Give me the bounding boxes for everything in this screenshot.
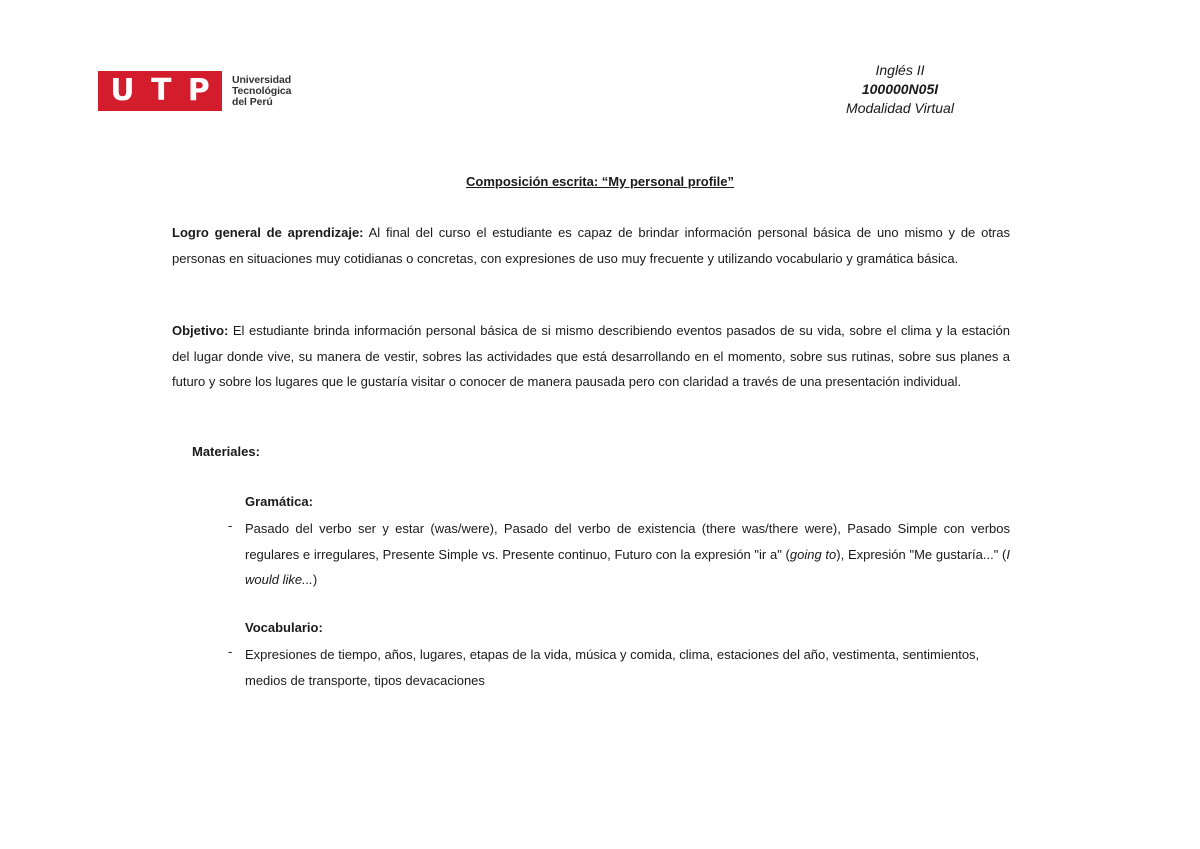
bullet-dash: - (228, 518, 233, 533)
objetivo-text: El estudiante brinda información personal básica de si mismo describiendo eventos pasados de su vida, sobre el clima y la estación del lugar donde vive, su manera de vestir, sobres las actividades que está desarrollando en el momento, sobre sus rutinas, sobre sus planes a futuro y sobre los lugares que le gustaría visitar o conocer de manera pausada pero con claridad a través de una presentación individual. (172, 323, 1010, 389)
logo-wordmark (232, 75, 291, 108)
course-code: 100000N05I (861, 81, 939, 97)
bullet-dash: - (228, 644, 233, 659)
course-header (800, 61, 1000, 118)
course-mode: Modalidad Virtual (846, 100, 954, 116)
gramatica-text-b: ), Expresión "Me gustaría..." ( (836, 546, 1007, 562)
logro-text: Al final del curso el estudiante es capaz de brindar información personal básica de uno mismo y de otras personas en situaciones muy cotidianas o concretas, con expresiones de uso muy frecuente y utilizando vocabulario y gramática básica. (172, 225, 1010, 266)
gramatica-italic-a: going to (789, 546, 837, 562)
logo-text-line: del Perú (232, 95, 273, 108)
gramatica-heading: Gramática: (245, 494, 313, 509)
objetivo-label: Objetivo: (172, 323, 229, 338)
gramatica-item (245, 516, 1010, 593)
vocabulario-heading: Vocabulario: (245, 620, 323, 635)
gramatica-text-a: Pasado del verbo ser y estar (was/were), Pasado del verbo de existencia (there was/there were), Pasado Simple con verbos regulares e irregulares, Presente Simple vs. Presente continuo, Futuro con la expresión "ir a" ( (245, 521, 1010, 562)
materiales-heading: Materiales: (192, 444, 260, 459)
vocabulario-item: Expresiones de tiempo, años, lugares, etapas de la vida, música y comida, clima, estaciones del año, vestimenta, sentimientos, medios de transporte, tipos devacaciones (245, 647, 980, 688)
logo-text-line: Universidad (232, 73, 292, 86)
logro-paragraph (172, 220, 1010, 271)
gramatica-text-c: ) (312, 572, 318, 587)
logo-letter: T (150, 73, 172, 108)
utp-logo (98, 71, 291, 111)
logo-letter: U (110, 73, 135, 108)
logro-label: Logro general de aprendizaje: (172, 225, 364, 240)
logo-red-box (98, 71, 222, 111)
logo-text-line: Tecnológica (232, 84, 292, 97)
document-title: Composición escrita: “My personal profile” (466, 174, 734, 189)
course-name: Inglés II (875, 62, 925, 78)
logo-letter: P (187, 73, 210, 108)
objetivo-paragraph (172, 318, 1010, 395)
gramatica-italic-b: I would like... (245, 546, 1011, 587)
